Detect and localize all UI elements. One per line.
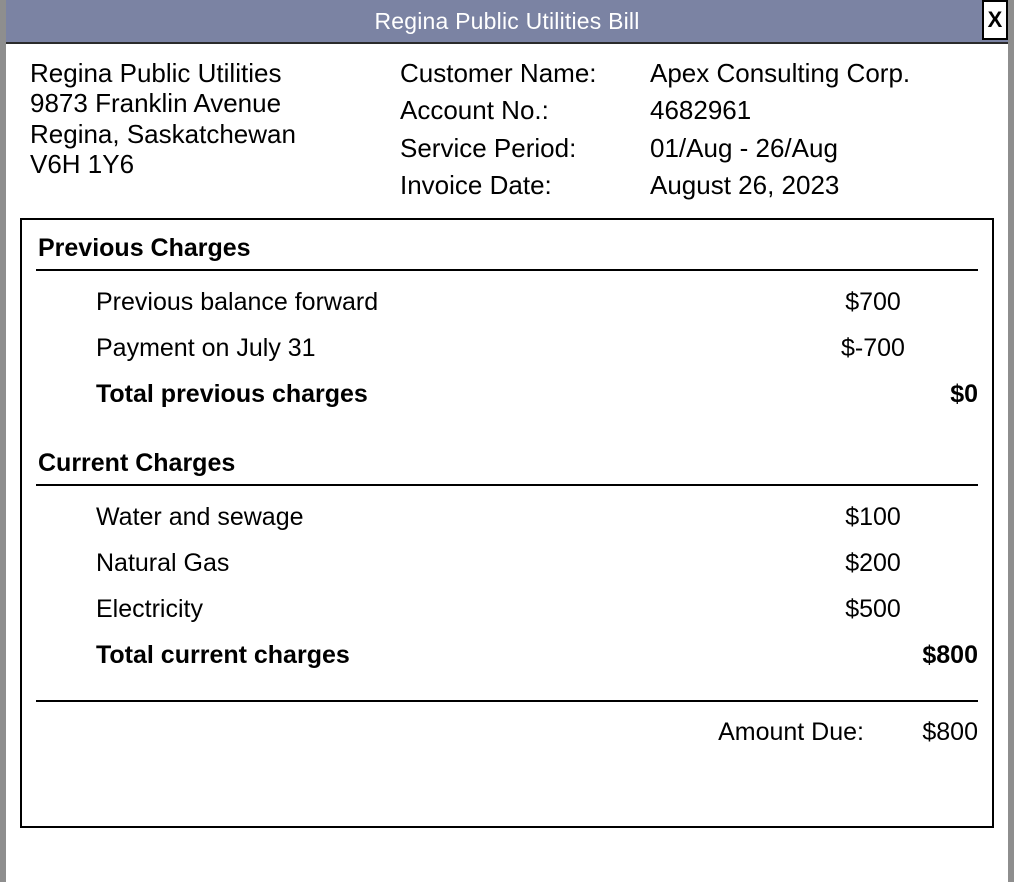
bill-content: [6, 44, 1008, 828]
meta-value-service-period: 01/Aug - 26/Aug: [650, 132, 838, 163]
amount-due-value: $800: [922, 717, 978, 746]
meta-value-invoice-date: August 26, 2023: [650, 170, 840, 201]
charges-table: [20, 218, 994, 828]
issuer-city-province: Regina, Saskatchewan: [30, 118, 296, 149]
meta-label-customer-name: Customer Name:: [400, 58, 597, 88]
line-amount: $700: [845, 287, 901, 316]
meta-row-invoice-date: [400, 170, 994, 200]
table-row-total-previous: [36, 380, 978, 409]
line-description: Natural Gas: [96, 548, 230, 577]
previous-charges-title: Previous Charges: [36, 230, 978, 271]
amount-due-label: Amount Due:: [718, 717, 864, 746]
meta-label-account-no: Account No.:: [400, 95, 549, 126]
window-titlebar: [6, 0, 1008, 44]
line-amount: $100: [845, 502, 901, 531]
meta-row-customer-name: [400, 58, 994, 88]
total-previous-label: Total previous charges: [96, 379, 368, 408]
meta-value-account-no: 4682961: [650, 95, 752, 126]
issuer-postal-code: V6H 1Y6: [30, 149, 135, 180]
total-previous-amount: $0: [950, 379, 978, 408]
meta-row-account-no: [400, 95, 994, 125]
table-row: [36, 595, 978, 624]
amount-due-separator: [36, 700, 978, 702]
meta-row-service-period: [400, 133, 994, 163]
total-current-amount: $800: [922, 640, 978, 669]
line-description: Payment on July 31: [96, 333, 316, 362]
line-amount: $500: [845, 594, 901, 623]
bill-meta-block: [400, 58, 994, 208]
table-row-total-current: [36, 641, 978, 670]
line-description: Previous balance forward: [96, 287, 379, 316]
meta-label-service-period: Service Period:: [400, 132, 577, 163]
issuer-street: 9873 Franklin Avenue: [30, 88, 282, 119]
meta-label-invoice-date: Invoice Date:: [400, 170, 552, 201]
issuer-name: Regina Public Utilities: [30, 58, 282, 88]
line-description: Electricity: [96, 594, 203, 623]
bill-header: [20, 44, 994, 208]
amount-due-row: [36, 718, 978, 747]
total-current-label: Total current charges: [96, 640, 350, 669]
close-icon[interactable]: X: [982, 0, 1008, 40]
issuer-address-block: [20, 58, 400, 208]
table-row: [36, 549, 978, 578]
meta-value-customer-name: Apex Consulting Corp.: [650, 58, 911, 88]
section-spacer: [36, 409, 978, 445]
table-row: [36, 288, 978, 317]
window-title: Regina Public Utilities Bill: [374, 7, 640, 34]
line-amount: $200: [845, 548, 901, 577]
table-row: [36, 334, 978, 363]
current-charges-title: Current Charges: [36, 445, 978, 486]
table-row: [36, 503, 978, 532]
line-description: Water and sewage: [96, 502, 304, 531]
line-amount: $-700: [841, 333, 905, 362]
